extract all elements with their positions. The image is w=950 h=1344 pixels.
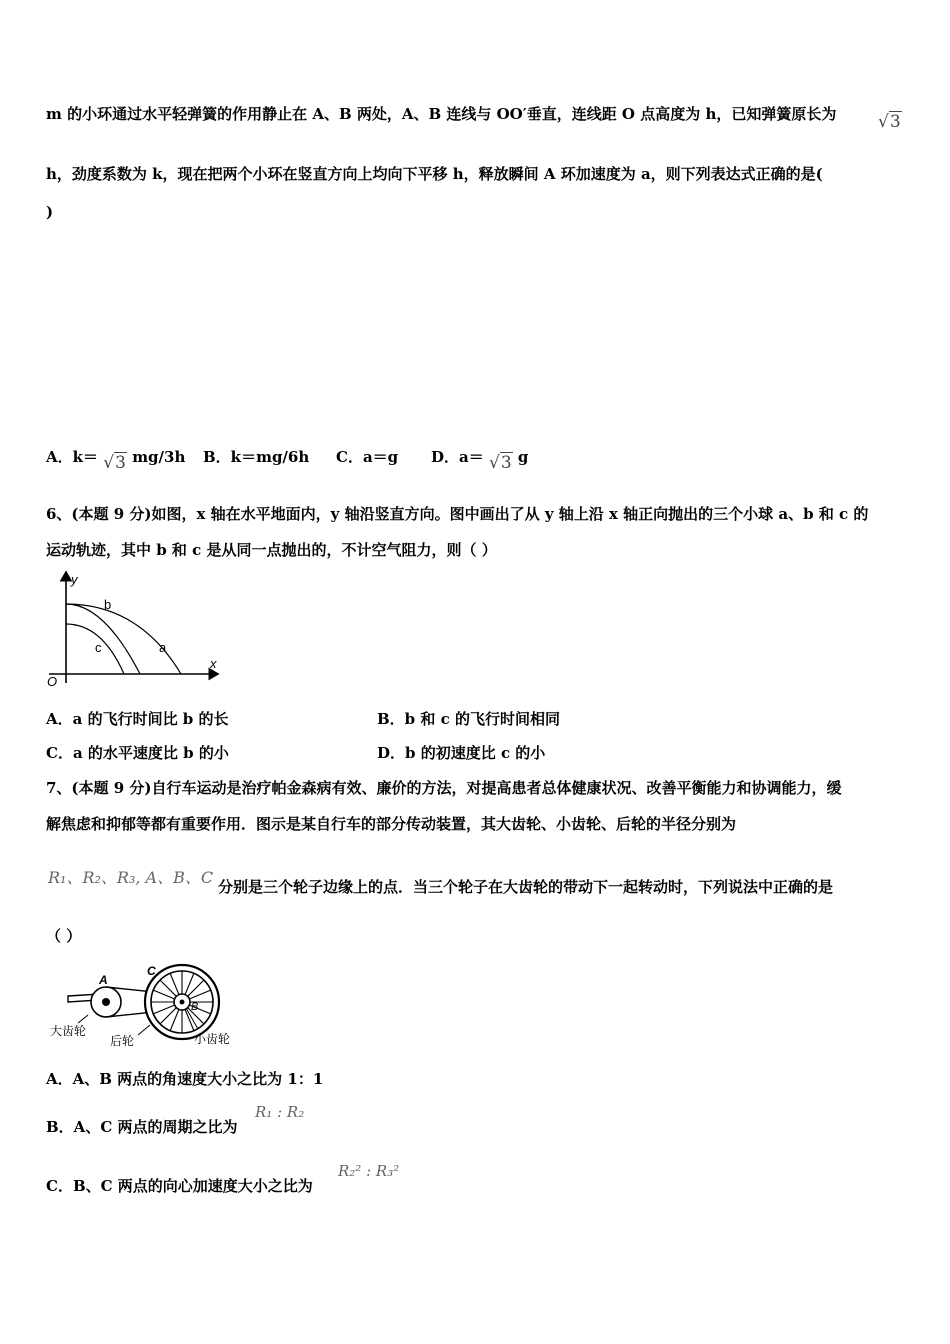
sqrt-3-formula: √3 [878, 112, 901, 132]
q6-stem-line2: 运动轨迹，其中 b 和 c 是从同一点抛出的，不计空气阻力，则（ ） [46, 541, 497, 559]
q5-option-c: C．a＝g [336, 448, 399, 466]
q6-option-D: D．b 的初速度比 c 的小 [377, 744, 546, 762]
q7-option-C: C．B、C 两点的向心加速度大小之比为 [46, 1177, 313, 1195]
q5-option-a-prefix: A．k＝ [46, 448, 99, 466]
q5-option-a-suffix: mg/3h [132, 448, 186, 466]
q5-stem-line2: h，劲度系数为 k，现在把两个小环在竖直方向上均向下平移 h，释放瞬间 A 环加速度为 a，则下列表达式正确的是( [46, 165, 823, 183]
y-axis-label: y [71, 572, 78, 587]
rear-wheel-pointer [138, 1025, 150, 1035]
q7-option-B-ratio: R₁ : R₂ [255, 1103, 305, 1121]
q5-stem-line3: ) [46, 203, 54, 221]
q7-stem-line1: 7、(本题 9 分)自行车运动是治疗帕金森病有效、廉价的方法，对提高患者总体健康状况、改善平衡能力和协调能力，缓 [46, 779, 842, 797]
x-axis-label: x [210, 656, 217, 671]
q7-radius-symbols: R₁、R₂、R₃, A、B、C [48, 868, 214, 887]
curve-a-label: a [159, 640, 167, 655]
projectile-trajectory-figure [44, 568, 229, 690]
q7-option-A: A．A、B 两点的角速度大小之比为 1：1 [46, 1070, 324, 1088]
q5-option-d-suffix: g [517, 448, 529, 466]
q6-option-B: B．b 和 c 的飞行时间相同 [377, 710, 560, 728]
q5-stem-line1: m 的小环通过水平轻弹簧的作用静止在 A、B 两处，A、B 连线与 OO′垂直，连线距 O 点高度为 h，已知弹簧原长为 [46, 105, 837, 123]
bicycle-transmission-figure [48, 963, 258, 1051]
big-gear-label: 大齿轮 [50, 1024, 87, 1038]
curve-c-label: c [95, 640, 102, 655]
q7-stem-line3: 分别是三个轮子边缘上的点．当三个轮子在大齿轮的带动下一起转动时，下列说法中正确的是 [218, 878, 834, 896]
q6-option-A: A．a 的飞行时间比 b 的长 [46, 710, 229, 728]
small-gear-label: 小齿轮 [194, 1032, 231, 1046]
q6-stem-line1: 6、(本题 9 分)如图，x 轴在水平地面内，y 轴沿竖直方向。图中画出了从 y 轴上沿 x 轴正向抛出的三个小球 a、b 和 c 的 [46, 505, 869, 523]
point-A-label: A [99, 973, 108, 987]
big-gear-pointer [78, 1015, 88, 1023]
q7-stem-line4: （ ） [46, 927, 82, 945]
q5-option-b: B．k＝mg/6h [203, 448, 310, 466]
q7-stem-line2: 解焦虑和抑郁等都有重要作用．图示是某自行车的部分传动装置，其大齿轮、小齿轮、后轮的半径分别为 [46, 815, 737, 833]
big-gear-hub [102, 998, 110, 1006]
q7-option-C-ratio: R₂² : R₃² [338, 1162, 400, 1180]
sqrt-radicand: 3 [889, 112, 901, 132]
curve-b-label: b [104, 597, 112, 612]
trajectory-b [66, 604, 140, 674]
sqrt-radicand: 3 [115, 453, 126, 473]
q5-option-d-prefix: D．a＝ [431, 448, 484, 466]
small-gear-hub [180, 1000, 185, 1005]
q6-option-C: C．a 的水平速度比 b 的小 [46, 744, 229, 762]
point-B-label: B [191, 1001, 199, 1013]
q5-option-a: A．k＝ √3 mg/3h [46, 448, 186, 473]
trajectory-a [66, 604, 181, 674]
q5-option-d: D．a＝ √3 g [431, 448, 529, 473]
sqrt-radicand: 3 [500, 453, 512, 473]
origin-label: O [47, 674, 58, 689]
q7-option-B: B．A、C 两点的周期之比为 [46, 1118, 238, 1136]
rear-wheel-label: 后轮 [110, 1034, 135, 1048]
point-C-label: C [147, 964, 156, 978]
